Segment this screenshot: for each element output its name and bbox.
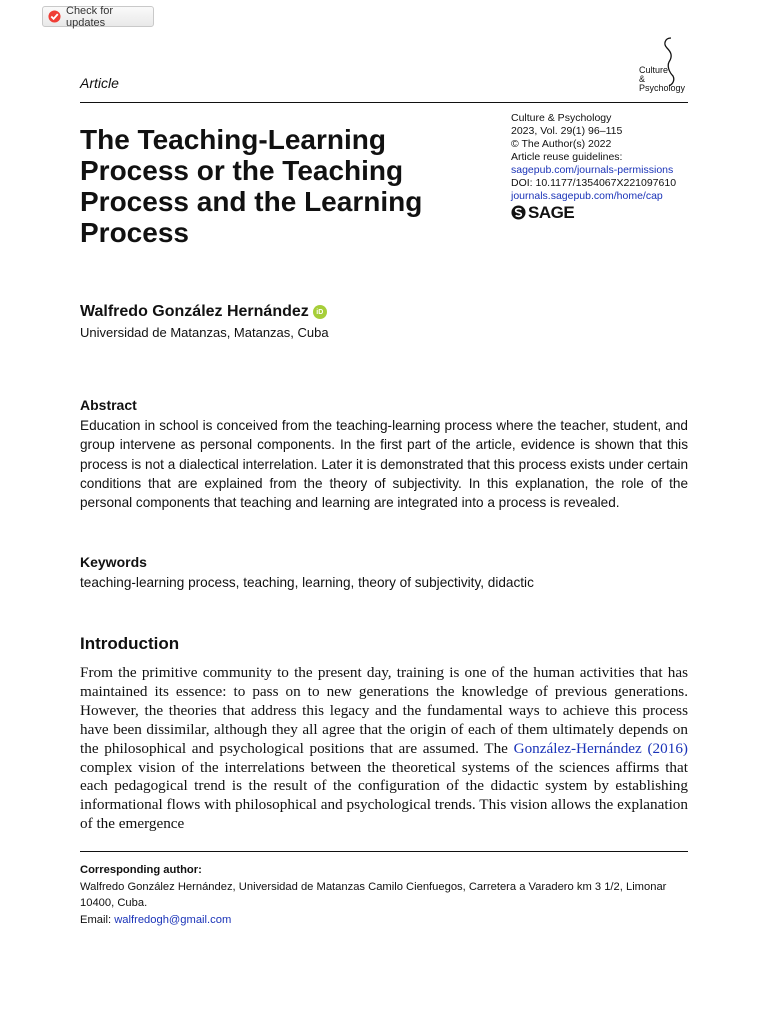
journal-logo (639, 36, 691, 93)
abstract-heading: Abstract (80, 397, 137, 413)
orcid-icon[interactable]: iD (313, 305, 327, 319)
intro-text-before: From the primitive community to the present day, training is one of the human activities that has maintained its essence: to pass on to new generations the knowledge of previous generations. However, the theories that address this legacy and the fundamental ways to achieve this process have been dissimilar, although they all agree that the origin of each of them ultimately depends on the philosophical and psychological positions that are assumed. The (80, 664, 688, 757)
citation-link[interactable]: González-Hernández (2016) (513, 739, 688, 757)
email-line (80, 912, 688, 929)
reuse-guidelines: Article reuse guidelines: (511, 151, 623, 163)
abstract-text: Education in school is conceived from the teaching-learning process where the teacher, student, and group intervene as personal components. In the first part of the article, evidence is shown that this process is not a dialectical interrelation. Later it is demonstrated that this process exists under certain conditions that are explained from the theory of subjectivity. In this explanation, the role of the personal components that teaching and learning are integrated into a process is revealed. (80, 418, 688, 511)
article-title: The Teaching-Learning Process or the Teaching Process and the Learning Process (80, 124, 423, 248)
keywords-text: teaching-learning process, teaching, learning, theory of subjectivity, didactic (80, 575, 534, 590)
journal-name: Culture & Psychology (511, 112, 612, 124)
sage-logo (511, 205, 691, 220)
corresponding-author-footnote (80, 862, 688, 928)
intro-text-after: complex vision of the interrelations between the theoretical systems of the sciences affirms that each pedagogical trend is the result of the configuration of the didactic system by establishing informational flows with philosophical and psychological trends. This vision allows the explanation of the emergence (80, 758, 688, 833)
journal-home-link[interactable]: journals.sagepub.com/home/cap (511, 190, 663, 202)
check-for-updates-button[interactable] (42, 6, 154, 27)
sage-wordmark: SAGE (528, 203, 575, 222)
email-link[interactable]: walfredogh@gmail.com (114, 913, 232, 926)
corresponding-author-address: Walfredo González Hernández, Universidad de Matanzas Camilo Cienfuegos, Carretera a Varadero km 3 1/2, Limonar 10400, Cuba. (80, 880, 667, 909)
author-affiliation: Universidad de Matanzas, Matanzas, Cuba (80, 325, 329, 340)
permissions-link[interactable]: sagepub.com/journals-permissions (511, 164, 674, 176)
author-line (80, 303, 327, 321)
keywords-heading: Keywords (80, 554, 147, 570)
copyright: © The Author(s) 2022 (511, 138, 612, 150)
doi: DOI: 10.1177/1354067X221097610 (511, 177, 677, 189)
crossmark-icon (48, 10, 61, 23)
article-type: Article (80, 75, 119, 91)
volume-info: 2023, Vol. 29(1) 96–115 (511, 125, 623, 137)
sage-s-icon (511, 205, 526, 220)
email-label: Email: (80, 913, 115, 926)
journal-logo-line1: Culture (639, 65, 669, 75)
header-divider (80, 102, 688, 103)
corresponding-author-heading: Corresponding author: (80, 864, 202, 876)
introduction-text (80, 664, 688, 834)
journal-logo-line2: & Psychology (639, 74, 686, 93)
footnote-divider (80, 851, 688, 852)
author-name: Walfredo González Hernández (80, 303, 309, 320)
article-meta (511, 112, 691, 220)
introduction-heading: Introduction (80, 634, 180, 653)
check-for-updates-label: Check for updates (66, 4, 114, 29)
